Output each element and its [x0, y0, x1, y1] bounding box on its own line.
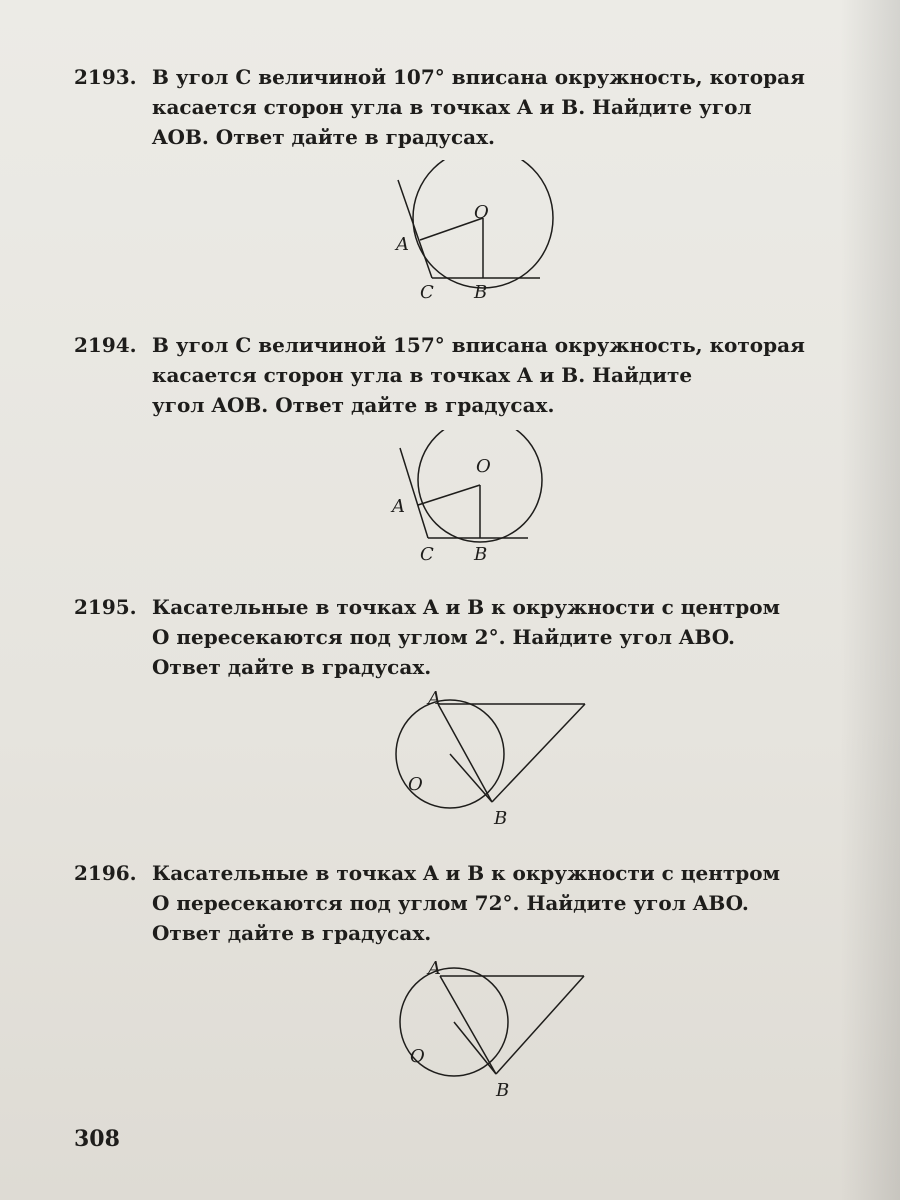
- problem-line: [74, 858, 880, 888]
- label-c: C: [420, 544, 434, 565]
- label-o: O: [410, 1046, 425, 1067]
- label-o: O: [474, 202, 489, 223]
- problem-line: [74, 622, 880, 652]
- chord-ab: [440, 976, 496, 1074]
- chord-ab: [438, 704, 492, 802]
- problem-text: угол AOB. Ответ дайте в градусах.: [152, 393, 555, 417]
- problem-text: Касательные в точках A и B к окружности с центром: [152, 595, 781, 619]
- problem-text: Касательные в точках A и B к окружности с центром: [152, 861, 781, 885]
- problem-text: касается сторон угла в точках A и B. Найдите: [152, 363, 693, 387]
- problem-2193: [74, 62, 880, 152]
- tangent-line: [400, 448, 428, 538]
- problem-line: [74, 122, 880, 152]
- tangent-line: [496, 976, 584, 1074]
- label-c: C: [420, 282, 434, 303]
- tangent-line: [398, 180, 432, 278]
- problem-text: O пересекаются под углом 2°. Найдите угол ABO.: [152, 625, 735, 649]
- problem-2194: [74, 330, 880, 420]
- problem-line: [74, 918, 880, 948]
- problem-line: [74, 390, 880, 420]
- label-a: A: [396, 234, 409, 255]
- radius-ob: [454, 1022, 496, 1074]
- problem-text: AOB. Ответ дайте в градусах.: [152, 125, 495, 149]
- label-b: B: [474, 544, 488, 565]
- problem-text: Ответ дайте в градусах.: [152, 921, 432, 945]
- problem-line: [74, 92, 880, 122]
- problem-line: [74, 592, 880, 622]
- label-b: B: [496, 1080, 510, 1098]
- problem-2196: [74, 858, 880, 948]
- problem-number: 2193.: [74, 65, 137, 89]
- radius-oa: [418, 485, 480, 505]
- label-b: B: [474, 282, 488, 303]
- label-a: A: [428, 958, 441, 979]
- figure-2196: [384, 958, 604, 1098]
- problem-text: В угол C величиной 107° вписана окружность, которая: [152, 65, 805, 89]
- page-number: 308: [74, 1126, 120, 1152]
- problem-2195: [74, 592, 880, 682]
- problem-text: касается сторон угла в точках A и B. Найдите угол: [152, 95, 752, 119]
- tangent-line: [492, 704, 585, 802]
- problem-number: 2194.: [74, 333, 137, 357]
- label-o: O: [476, 456, 491, 477]
- problem-line: [74, 652, 880, 682]
- figure-2193: [380, 160, 580, 310]
- problem-line: [74, 888, 880, 918]
- radius-ob: [450, 754, 492, 802]
- problem-line: [74, 62, 880, 92]
- problem-line: [74, 360, 880, 390]
- label-b: B: [494, 808, 508, 829]
- problem-number: 2195.: [74, 595, 137, 619]
- problem-text: O пересекаются под углом 72°. Найдите угол ABO.: [152, 891, 749, 915]
- problem-line: [74, 330, 880, 360]
- problem-number: 2196.: [74, 861, 137, 885]
- problem-text: Ответ дайте в градусах.: [152, 655, 432, 679]
- figure-2194: [380, 430, 580, 570]
- label-a: A: [392, 496, 405, 517]
- problem-text: В угол C величиной 157° вписана окружность, которая: [152, 333, 805, 357]
- label-o: O: [408, 774, 423, 795]
- figure-2195: [380, 690, 600, 830]
- label-a: A: [428, 690, 441, 709]
